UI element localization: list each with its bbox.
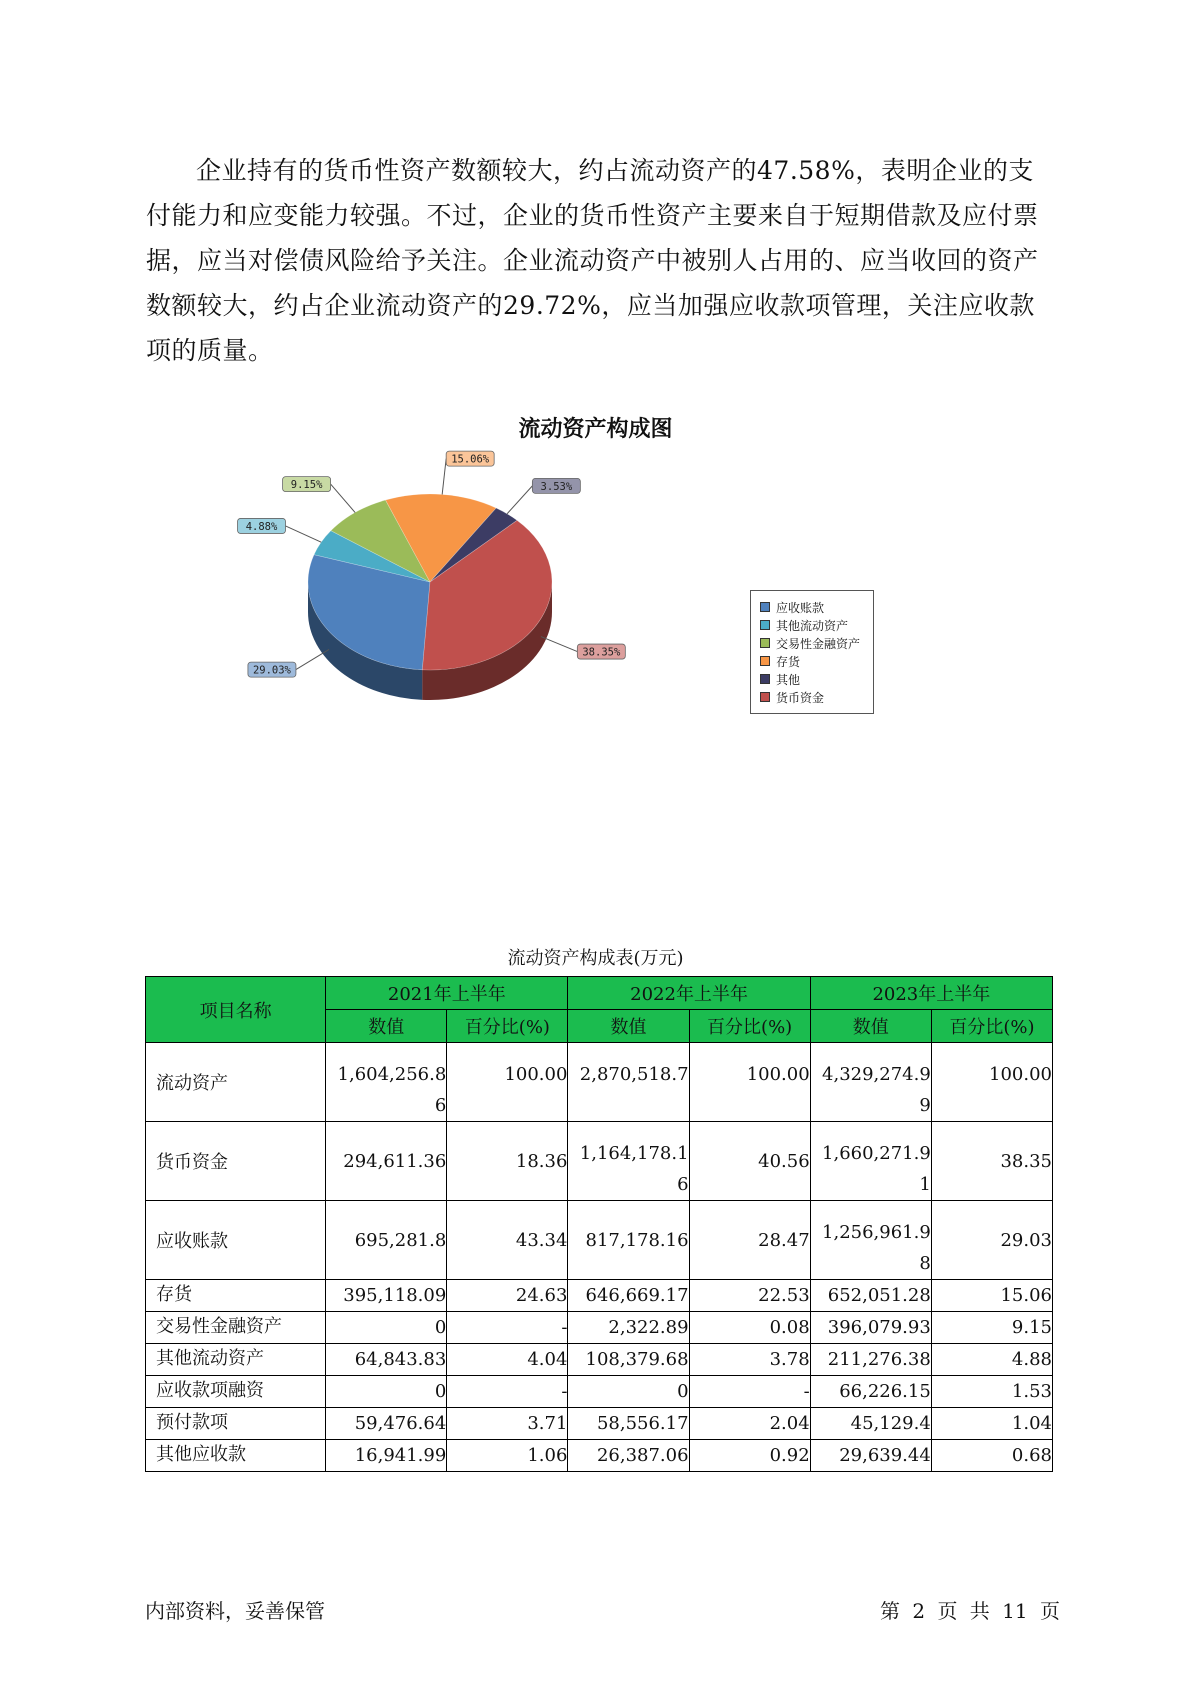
cell-value: 0 bbox=[326, 1376, 447, 1408]
cell-value: 652,051.28 bbox=[810, 1280, 931, 1312]
header-percent: 百分比(%) bbox=[931, 1010, 1052, 1043]
cell-value: 0 bbox=[326, 1312, 447, 1344]
cell-percent: 3.71 bbox=[447, 1408, 568, 1440]
legend-swatch bbox=[760, 602, 770, 612]
row-name: 存货 bbox=[146, 1280, 326, 1312]
cell-value: 108,379.68 bbox=[568, 1344, 689, 1376]
legend-label: 货币资金 bbox=[776, 690, 825, 705]
legend-swatch bbox=[760, 674, 770, 684]
legend-label: 其他 bbox=[776, 672, 801, 687]
pie-leader-line bbox=[286, 526, 322, 542]
legend-label: 交易性金融资产 bbox=[776, 636, 861, 651]
cell-value: 4,329,274.99 bbox=[810, 1043, 931, 1122]
header-year: 2021年上半年 bbox=[326, 977, 568, 1010]
table-row bbox=[146, 1344, 1053, 1376]
legend-swatch bbox=[760, 692, 770, 702]
legend-swatch bbox=[760, 638, 770, 648]
table-row bbox=[146, 1440, 1053, 1472]
cell-value: 58,556.17 bbox=[568, 1408, 689, 1440]
row-name: 预付款项 bbox=[146, 1408, 326, 1440]
pie-leader-line bbox=[507, 486, 532, 514]
table-row bbox=[146, 1280, 1053, 1312]
pie-data-label: 3.53% bbox=[540, 480, 573, 493]
header-value: 数值 bbox=[326, 1010, 447, 1043]
cell-value: 211,276.38 bbox=[810, 1344, 931, 1376]
legend-item bbox=[751, 652, 873, 670]
row-name: 应收账款 bbox=[146, 1201, 326, 1280]
pie-data-label: 9.15% bbox=[290, 479, 323, 492]
cell-percent: 38.35 bbox=[931, 1122, 1052, 1201]
cell-value: 1,164,178.16 bbox=[568, 1122, 689, 1201]
header-value: 数值 bbox=[568, 1010, 689, 1043]
cell-percent: 2.04 bbox=[689, 1408, 810, 1440]
legend-item bbox=[751, 670, 873, 688]
pie-leader-line bbox=[296, 649, 329, 669]
cell-percent: 100.00 bbox=[689, 1043, 810, 1122]
chart-legend bbox=[750, 590, 874, 714]
row-name: 应收款项融资 bbox=[146, 1376, 326, 1408]
legend-swatch bbox=[760, 656, 770, 666]
cell-value: 1,604,256.86 bbox=[326, 1043, 447, 1122]
pie-data-label: 38.35% bbox=[582, 646, 621, 659]
cell-percent: 28.47 bbox=[689, 1201, 810, 1280]
table-row bbox=[146, 1408, 1053, 1440]
legend-item bbox=[751, 598, 873, 616]
cell-value: 59,476.64 bbox=[326, 1408, 447, 1440]
cell-percent: 15.06 bbox=[931, 1280, 1052, 1312]
row-name: 流动资产 bbox=[146, 1043, 326, 1122]
header-percent: 百分比(%) bbox=[689, 1010, 810, 1043]
cell-value: 1,660,271.91 bbox=[810, 1122, 931, 1201]
cell-value: 45,129.4 bbox=[810, 1408, 931, 1440]
cell-percent: 24.63 bbox=[447, 1280, 568, 1312]
cell-percent: 0.92 bbox=[689, 1440, 810, 1472]
cell-value: 817,178.16 bbox=[568, 1201, 689, 1280]
pie-leader-line bbox=[541, 637, 577, 652]
cell-percent: 1.53 bbox=[931, 1376, 1052, 1408]
pie-data-label: 29.03% bbox=[252, 664, 291, 677]
cell-percent: 4.04 bbox=[447, 1344, 568, 1376]
pie-data-label: 4.88% bbox=[245, 520, 278, 533]
cell-percent: 22.53 bbox=[689, 1280, 810, 1312]
legend-label: 存货 bbox=[776, 654, 801, 669]
legend-swatch bbox=[760, 620, 770, 630]
table-row bbox=[146, 1312, 1053, 1344]
chart-title: 流动资产构成图 bbox=[518, 417, 673, 442]
pie-leader-line bbox=[442, 459, 446, 495]
cell-percent: 9.15 bbox=[931, 1312, 1052, 1344]
cell-value: 1,256,961.98 bbox=[810, 1201, 931, 1280]
table-row bbox=[146, 1201, 1053, 1280]
cell-percent: 1.06 bbox=[447, 1440, 568, 1472]
row-name: 交易性金融资产 bbox=[146, 1312, 326, 1344]
footer-page-number: 第 2 页 共 11 页 bbox=[880, 1599, 1060, 1623]
legend-item bbox=[751, 688, 873, 706]
cell-value: 646,669.17 bbox=[568, 1280, 689, 1312]
cell-value: 29,639.44 bbox=[810, 1440, 931, 1472]
header-item-name: 项目名称 bbox=[146, 977, 326, 1043]
cell-percent: 1.04 bbox=[931, 1408, 1052, 1440]
legend-item bbox=[751, 634, 873, 652]
row-name: 其他流动资产 bbox=[146, 1344, 326, 1376]
table-header-row bbox=[146, 977, 1053, 1010]
table-caption: 流动资产构成表(万元) bbox=[507, 948, 684, 969]
cell-percent: 100.00 bbox=[931, 1043, 1052, 1122]
cell-percent: 0.68 bbox=[931, 1440, 1052, 1472]
legend-label: 其他流动资产 bbox=[776, 618, 849, 633]
cell-value: 0 bbox=[568, 1376, 689, 1408]
row-name: 其他应收款 bbox=[146, 1440, 326, 1472]
table-row bbox=[146, 1043, 1053, 1122]
cell-percent: 4.88 bbox=[931, 1344, 1052, 1376]
cell-percent: 18.36 bbox=[447, 1122, 568, 1201]
header-year: 2023年上半年 bbox=[810, 977, 1052, 1010]
cell-value: 66,226.15 bbox=[810, 1376, 931, 1408]
table-row bbox=[146, 1122, 1053, 1201]
header-percent: 百分比(%) bbox=[447, 1010, 568, 1043]
cell-percent: - bbox=[447, 1312, 568, 1344]
legend-item bbox=[751, 616, 873, 634]
cell-percent: - bbox=[689, 1376, 810, 1408]
cell-percent: 43.34 bbox=[447, 1201, 568, 1280]
cell-percent: 0.08 bbox=[689, 1312, 810, 1344]
cell-percent: 100.00 bbox=[447, 1043, 568, 1122]
table-row bbox=[146, 1376, 1053, 1408]
legend-label: 应收账款 bbox=[776, 600, 825, 615]
footer-confidential-note: 内部资料，妥善保管 bbox=[145, 1599, 325, 1623]
cell-percent: 3.78 bbox=[689, 1344, 810, 1376]
pie-chart bbox=[240, 453, 621, 712]
cell-value: 16,941.99 bbox=[326, 1440, 447, 1472]
header-year: 2022年上半年 bbox=[568, 977, 810, 1010]
cell-value: 395,118.09 bbox=[326, 1280, 447, 1312]
body-paragraph bbox=[146, 148, 1046, 373]
paragraph-text: 企业持有的货币性资产数额较大，约占流动资产的47.58%，表明企业的支付能力和应变能力较强。不过，企业的货币性资产主要来自于短期借款及应付票据，应当对偿债风险给予关注。企业流动资产中被别人占用的、应当收回的资产数额较大，约占企业流动资产的29.72%，应当加强应收款项管理，关注应收款项的质量。 bbox=[146, 156, 1039, 365]
cell-value: 2,322.89 bbox=[568, 1312, 689, 1344]
cell-value: 26,387.06 bbox=[568, 1440, 689, 1472]
pie-data-label: 15.06% bbox=[451, 453, 490, 466]
cell-value: 294,611.36 bbox=[326, 1122, 447, 1201]
cell-value: 2,870,518.7 bbox=[568, 1043, 689, 1122]
cell-value: 695,281.8 bbox=[326, 1201, 447, 1280]
header-value: 数值 bbox=[810, 1010, 931, 1043]
cell-percent: - bbox=[447, 1376, 568, 1408]
pie-leader-line bbox=[331, 484, 356, 512]
row-name: 货币资金 bbox=[146, 1122, 326, 1201]
current-assets-table bbox=[145, 976, 1053, 1472]
cell-percent: 29.03 bbox=[931, 1201, 1052, 1280]
cell-value: 64,843.83 bbox=[326, 1344, 447, 1376]
cell-value: 396,079.93 bbox=[810, 1312, 931, 1344]
cell-percent: 40.56 bbox=[689, 1122, 810, 1201]
